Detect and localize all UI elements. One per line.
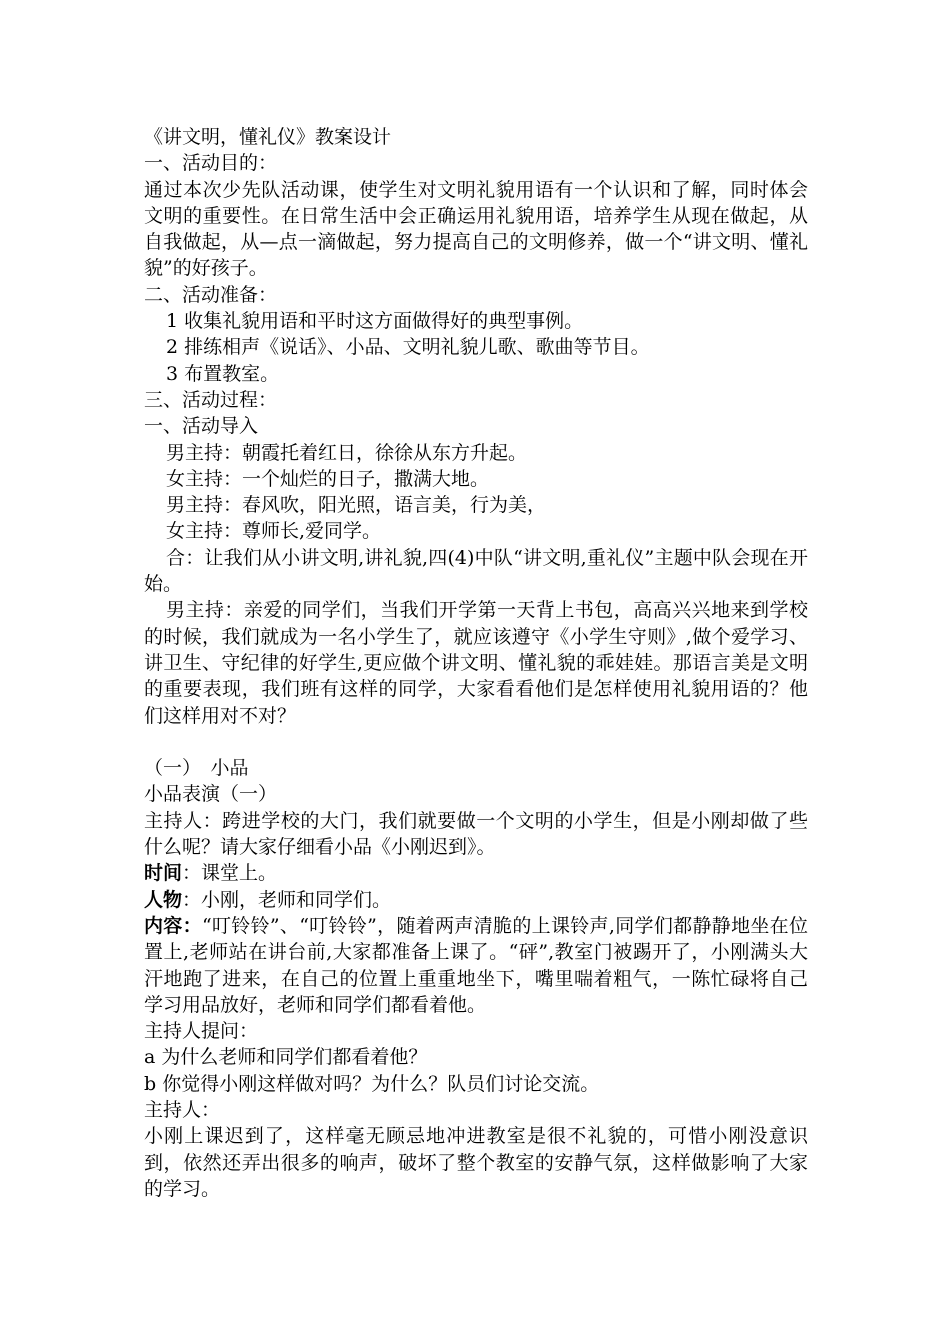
question-a: a 为什么老师和同学们都看着他？: [144, 1046, 428, 1069]
intro-line: 女主持：一个灿烂的日子，撒满大地。: [166, 467, 490, 490]
intro-heading: 一、活动导入: [144, 415, 259, 438]
intro-line: 女主持：尊师长,爱同学。: [166, 520, 382, 543]
prep-item: 3 布置教室。: [166, 362, 280, 385]
prep-heading: 二、活动准备：: [144, 283, 278, 306]
host-ask: 主持人提问：: [144, 1020, 259, 1043]
content-label: 内容：: [144, 914, 202, 937]
male-host-text: 男主持：亲爱的同学们，当我们开学第一天背上书包，高高兴兴地来到学校的时候，我们就成为一名小学生了，就应该遵守《小学生守则》,做个爱学习、讲卫生、守纪律的好学生,更应做个讲文明、懂礼貌的乖娃娃。那语言美是文明的重要表现，我们班有这样的同学，大家看看他们是怎样使用礼貌用语的？他们这样用对不对？: [144, 599, 808, 727]
document-page: [144, 124, 808, 1202]
time-row: [144, 860, 808, 886]
intro-line: 男主持：朝霞托着红日，徐徐从东方升起。: [166, 441, 528, 464]
together-text: 合：让我们从小讲文明,讲礼貌,四(4)中队“讲文明,重礼仪”主题中队会现在开始。: [144, 546, 808, 596]
time-value: ：课堂上。: [182, 862, 278, 885]
question-b: b 你觉得小刚这样做对吗？为什么？队员们讨论交流。: [144, 1072, 600, 1095]
skit-subheading: 小品表演（一）: [144, 783, 278, 806]
host-label: 主持人：: [144, 1098, 221, 1121]
prep-item: 2 排练相声《说话》、小品、文明礼貌儿歌、歌曲等节目。: [166, 336, 650, 359]
skit-heading: （一） 小品: [144, 757, 249, 780]
content-row: [144, 913, 808, 1018]
time-label: 时间: [144, 862, 183, 885]
content-value: “叮铃铃”、“叮铃铃”，随着两声清脆的上课铃声,同学们都静静地坐在位置上,老师站在讲台前,大家都准备上课了。“砰”,教室门被踢开了，小刚满头大汗地跑了进来，在自己的位置上重重地坐下，嘴里喘着粗气，一陈忙碌将自己学习用品放好，老师和同学们都看着他。: [144, 914, 808, 1016]
process-heading: 三、活动过程：: [144, 388, 278, 411]
conclusion-text: 小刚上课迟到了，这样毫无顾忌地冲进教室是很不礼貌的，可惜小刚没意识到，依然还弄出很多的响声，破坏了整个教室的安静气氛，这样做影响了大家的学习。: [144, 1125, 808, 1200]
people-row: [144, 887, 808, 913]
people-value: ：小刚，老师和同学们。: [182, 888, 392, 911]
blank-line: [144, 729, 808, 755]
people-label: 人物: [144, 888, 183, 911]
prep-item: 1 收集礼貌用语和平时这方面做得好的典型事例。: [166, 310, 584, 333]
document-title: 《讲文明，懂礼仪》教案设计: [144, 126, 392, 148]
skit-host-text: 主持人：跨进学校的大门，我们就要做一个文明的小学生，但是小刚却做了些什么呢？请大家仔细看小品《小刚迟到》。: [144, 809, 808, 859]
intro-line: 男主持：春风吹，阳光照，语言美，行为美，: [166, 494, 547, 517]
goal-heading: 一、活动目的：: [144, 152, 278, 175]
goal-text: 通过本次少先队活动课，使学生对文明礼貌用语有一个认识和了解，同时体会文明的重要性。在日常生活中会正确运用礼貌用语，培养学生从现在做起，从自我做起，从—点一滴做起，努力提高自己的文明修养，做一个“讲文明、懂礼貌”的好孩子。: [144, 178, 808, 280]
